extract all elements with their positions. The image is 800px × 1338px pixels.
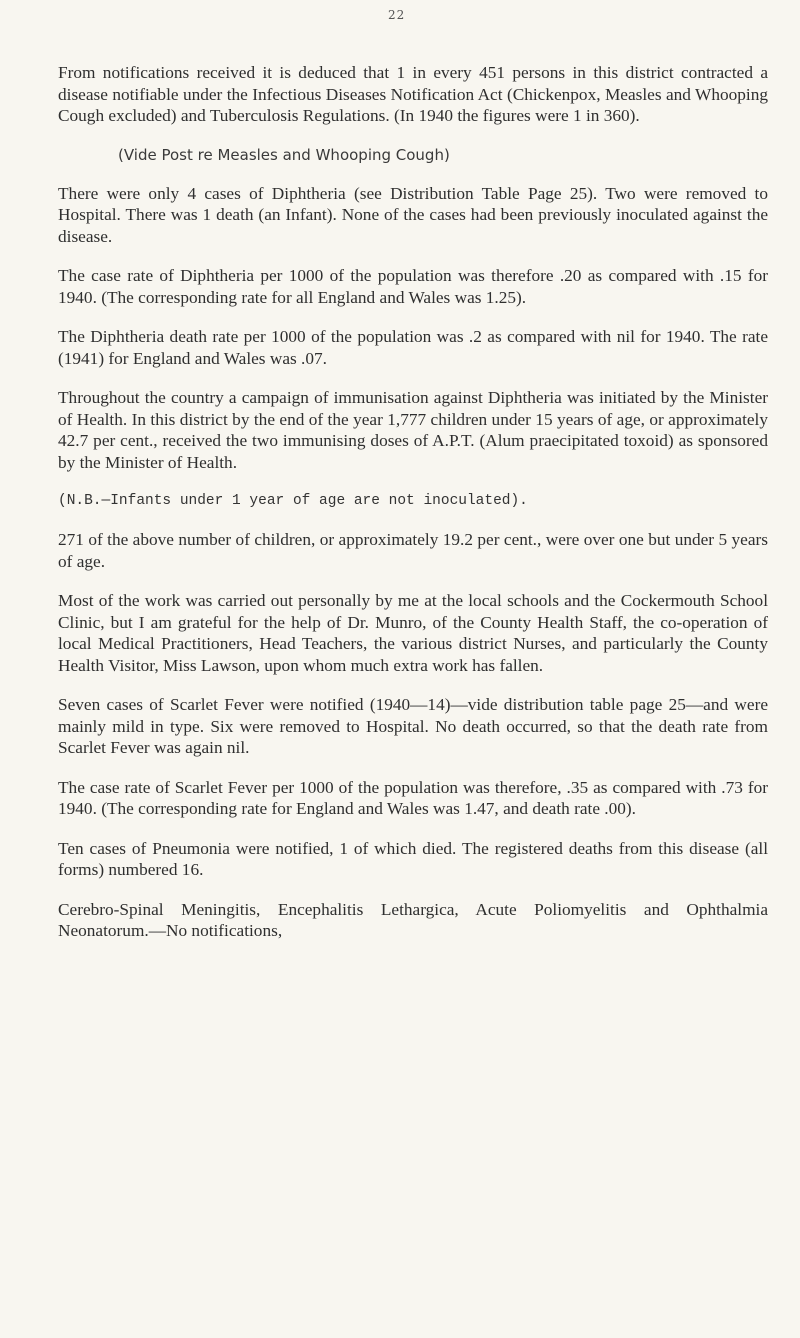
page-number: 22 [388, 8, 406, 22]
paragraph-pneumonia: Ten cases of Pneumonia were notified, 1 of which died. The registered deaths from this disease (all forms) numbered 16. [58, 838, 768, 879]
note-infants: (N.B.—Infants under 1 year of age are not inoculated). [58, 493, 528, 509]
document-body [58, 62, 768, 958]
paragraph-notifications: From notifications received it is deduced that 1 in every 451 persons in this district contracted a disease notifiable under the Infectious Diseases Notification Act (Chickenpox, Measles and Whooping Cough excluded) and Tuberculosis Regulations. (In 1940 the figures were 1 in 360). [58, 63, 768, 125]
note-vide-measles: (Vide Post re Measles and Whooping Cough) [118, 145, 450, 164]
paragraph-other-diseases: Cerebro-Spinal Meningitis, Encephalitis Lethargica, Acute Poliomyelitis and Ophthalmia Neonatorum.—No notifications, [58, 899, 768, 940]
paragraph-diphtheria-death-rate: The Diphtheria death rate per 1000 of the population was .2 as compared with nil for 1940. The rate (1941) for England and Wales was .07. [58, 327, 768, 368]
paragraph-diphtheria-case-rate: The case rate of Diphtheria per 1000 of the population was therefore .20 as compared with .15 for 1940. (The corresponding rate for all England and Wales was 1.25). [58, 266, 768, 307]
paragraph-scarlet-fever-rate: The case rate of Scarlet Fever per 1000 of the population was therefore, .35 as compared with .73 for 1940. (The corresponding rate for England and Wales was 1.47, and death rate .00). [58, 777, 768, 818]
paragraph-diphtheria-cases: There were only 4 cases of Diphtheria (see Distribution Table Page 25). Two were removed to Hospital. There was 1 death (an Infant). None of the cases had been previously inoculated against the disease. [58, 183, 768, 246]
paragraph-children-under-five: 271 of the above number of children, or approximately 19.2 per cent., were over one but under 5 years of age. [58, 530, 768, 571]
paragraph-immunisation-campaign: Throughout the country a campaign of immunisation against Diphtheria was initiated by the Minister of Health. In this district by the end of the year 1,777 children under 15 years of age, or approximately 42.7 per cent., received the two immunising doses of A.P.T. (Alum praecipitated toxoid) as sponsored by the Minister of Health. [58, 388, 768, 472]
paragraph-scarlet-fever-cases: Seven cases of Scarlet Fever were notified (1940—14)—vide distribution table page 25—and were mainly mild in type. Six were removed to Hospital. No death occurred, so that the death rate from Scarlet Fever was again nil. [58, 695, 768, 757]
paragraph-acknowledgements: Most of the work was carried out personally by me at the local schools and the Cockermouth School Clinic, but I am grateful for the help of Dr. Munro, of the County Health Staff, the co-operation of local Medical Practitioners, Head Teachers, the various district Nurses, and particularly the County Health Visitor, Miss Lawson, upon whom much extra work has fallen. [58, 591, 768, 675]
